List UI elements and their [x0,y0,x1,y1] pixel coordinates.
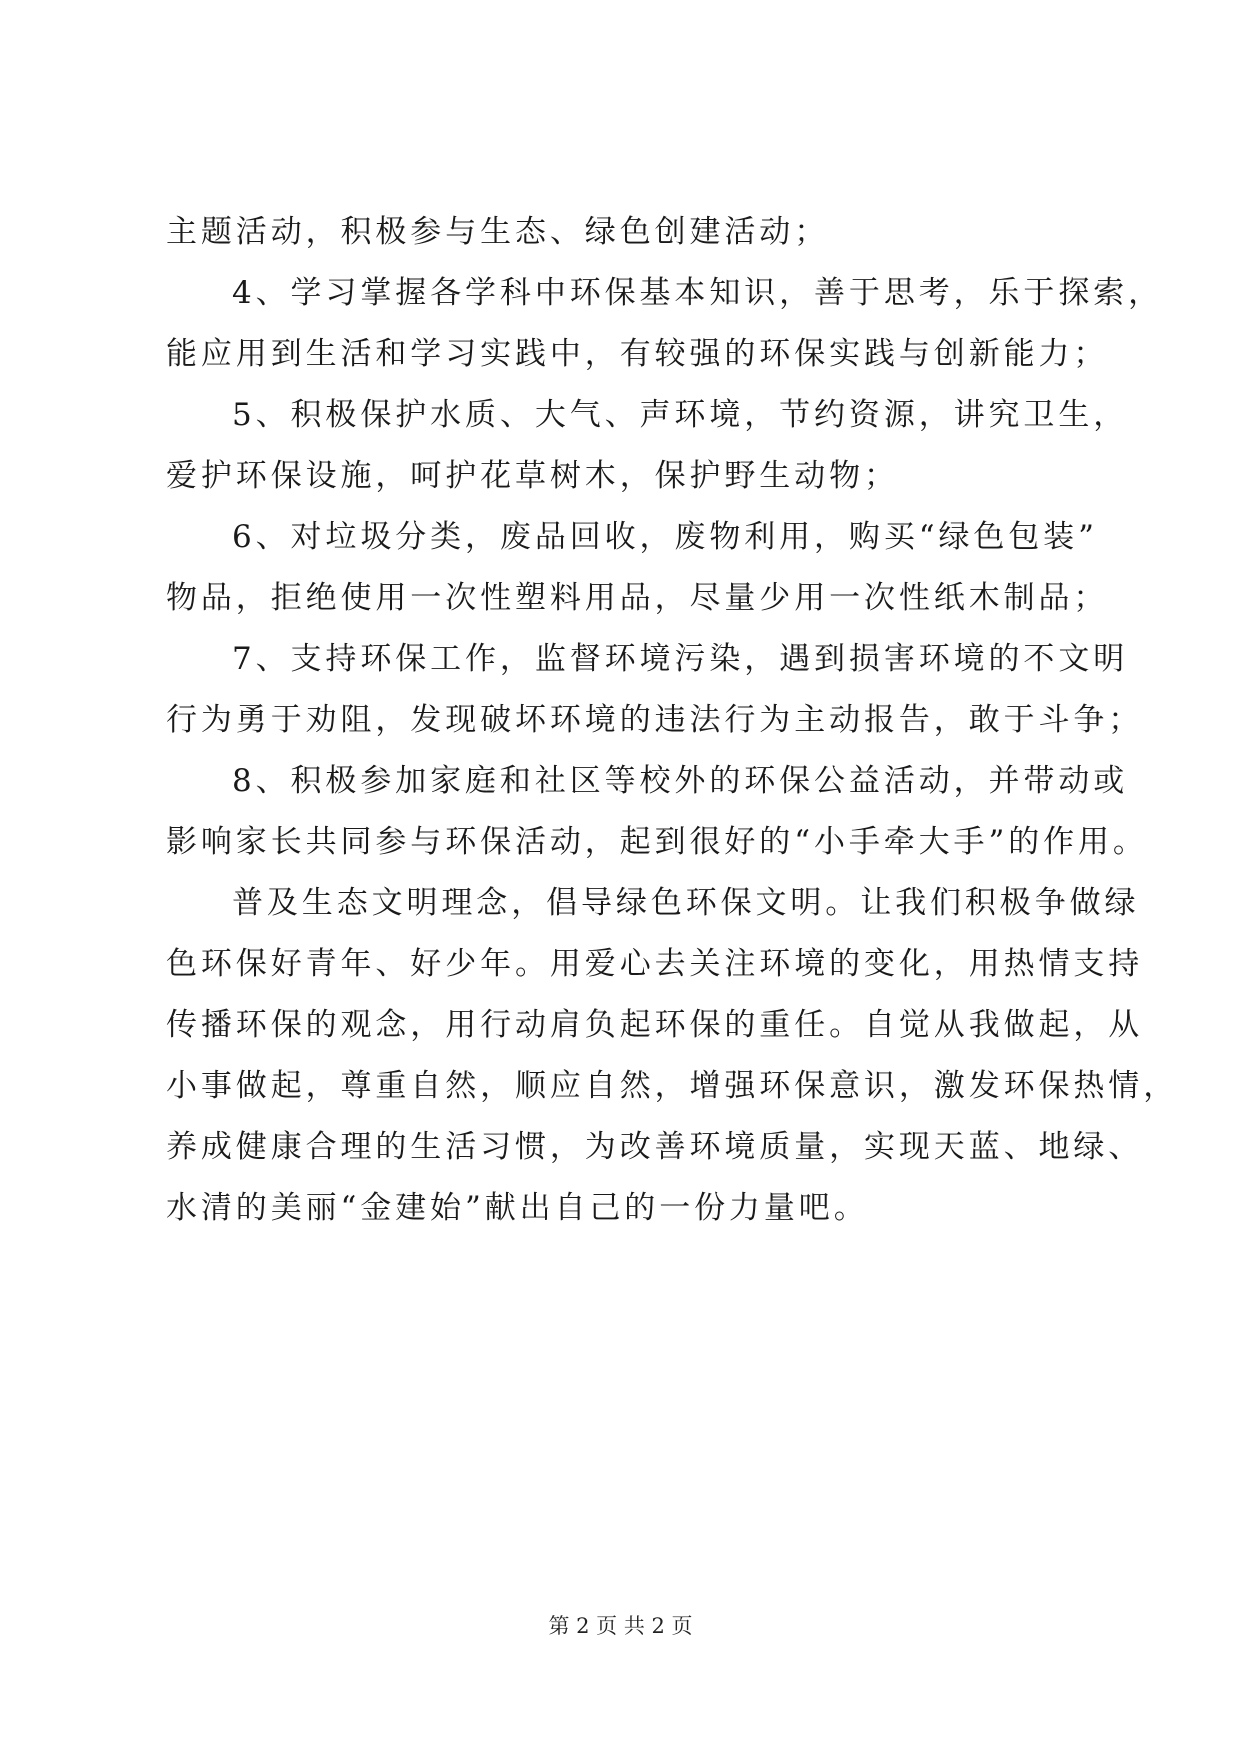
text-line: 7、支持环保工作，监督环境污染，遇到损害环境的不文明 [232,641,1129,677]
text-line: 影响家长共同参与环保活动，起到很好的“小手牵大手”的作用。 [166,824,1148,860]
text-line: 传播环保的观念，用行动肩负起环保的重任。自觉从我做起，从 [166,1007,1144,1043]
text-line: 能应用到生活和学习实践中，有较强的环保实践与创新能力； [166,336,1109,372]
text-line: 主题活动，积极参与生态、绿色创建活动； [166,214,830,250]
text-line: 物品，拒绝使用一次性塑料用品，尽量少用一次性纸木制品； [166,580,1109,616]
text-line: 行为勇于劝阻，发现破坏环境的违法行为主动报告，敢于斗争； [166,702,1144,738]
text-line: 小事做起，尊重自然，顺应自然，增强环保意识，激发环保热情， [166,1068,1179,1104]
page-number-footer: 第 2 页 共 2 页 [548,1614,693,1638]
text-line: 普及生态文明理念，倡导绿色环保文明。让我们积极争做绿 [232,885,1140,921]
text-line: 养成健康合理的生活习惯，为改善环境质量，实现天蓝、地绿、 [166,1129,1144,1165]
text-line: 水清的美丽“金建始”献出自己的一份力量吧。 [166,1190,869,1226]
text-line: 色环保好青年、好少年。用爱心去关注环境的变化，用热情支持 [166,946,1144,982]
text-line: 4、学习掌握各学科中环保基本知识，善于思考，乐于探索， [232,275,1164,311]
text-line: 5、积极保护水质、大气、声环境，节约资源，讲究卫生， [232,397,1129,433]
text-line: 8、积极参加家庭和社区等校外的环保公益活动，并带动或 [232,763,1129,799]
text-line: 爱护环保设施，呵护花草树木，保护野生动物； [166,458,899,494]
text-line: 6、对垃圾分类，废品回收，废物利用，购买“绿色包装” [232,519,1098,555]
